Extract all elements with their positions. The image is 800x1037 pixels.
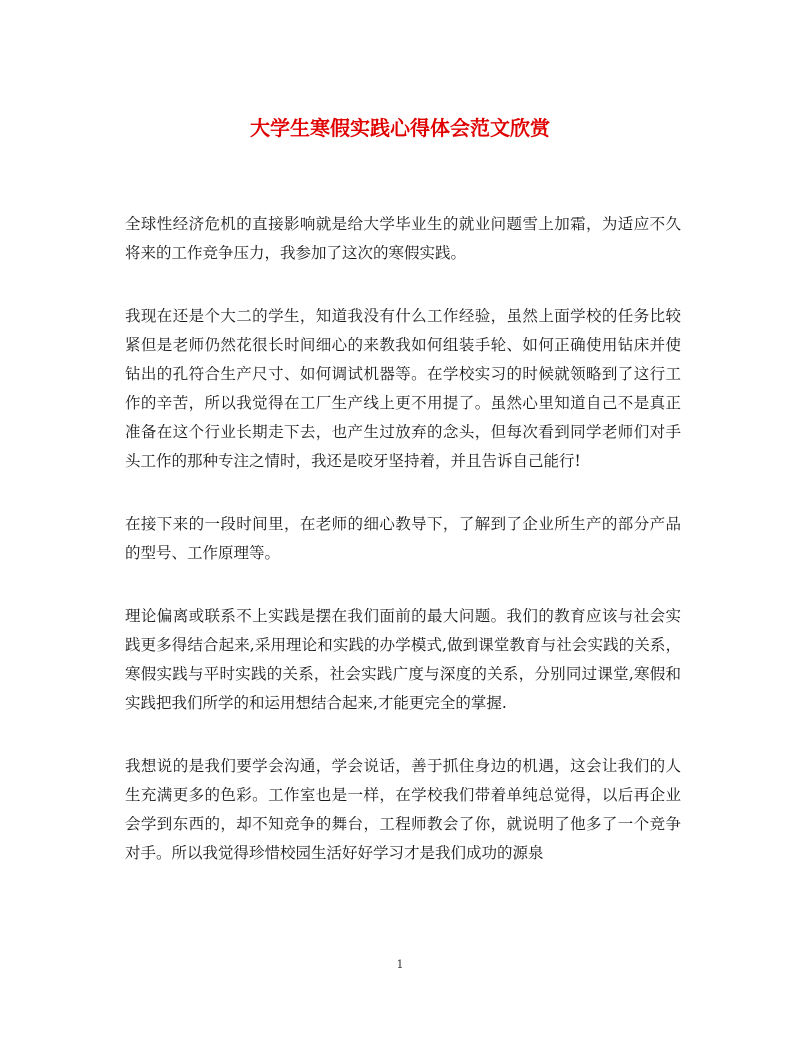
- paragraph-5: 我想说的是我们要学会沟通，学会说话，善于抓住身边的机遇，这会让我们的人生充满更多的色彩。工作室也是一样，在学校我们带着单纯总觉得，以后再企业会学到东西的，却不知竞争的舞台，工程师教会了你，就说明了他多了一个竞争对手。所以我觉得珍惜校园生活好好学习才是我们成功的源泉: [125, 757, 681, 862]
- paragraph-3: 在接下来的一段时间里，在老师的细心教导下，了解到了企业所生产的部分产品的型号、工作原理等。: [125, 515, 681, 562]
- paragraph-4: 理论偏离或联系不上实践是摆在我们面前的最大问题。我们的教育应该与社会实践更多得结合起来,采用理论和实践的办学模式,做到课堂教育与社会实践的关系，寒假实践与平时实践的关系，社会实践广度与深度的关系，分别同过课堂,寒假和实践把我们所学的和运用想结合起来,才能更完全的掌握.: [125, 607, 681, 712]
- paragraph-2: 我现在还是个大二的学生，知道我没有什么工作经验，虽然上面学校的任务比较紧但是老师仍然花很长时间细心的来教我如何组装手轮、如何正确使用钻床并使钻出的孔符合生产尺寸、如何调试机器等。在学校实习的时候就领略到了这行工作的辛苦，所以我觉得在工厂生产线上更不用提了。虽然心里知道自己不是真正准备在这个行业长期走下去，也产生过放弃的念头，但每次看到同学老师们对手头工作的那种专注之情时，我还是咬牙坚持着，并且告诉自己能行!: [125, 307, 681, 470]
- document-title: 大学生寒假实践心得体会范文欣赏: [250, 116, 550, 140]
- document-body: [125, 210, 681, 902]
- paragraph-1: 全球性经济危机的直接影响就是给大学毕业生的就业问题雪上加霜，为适应不久将来的工作竞争压力，我参加了这次的寒假实践。: [125, 215, 681, 262]
- page-number: 1: [396, 958, 404, 971]
